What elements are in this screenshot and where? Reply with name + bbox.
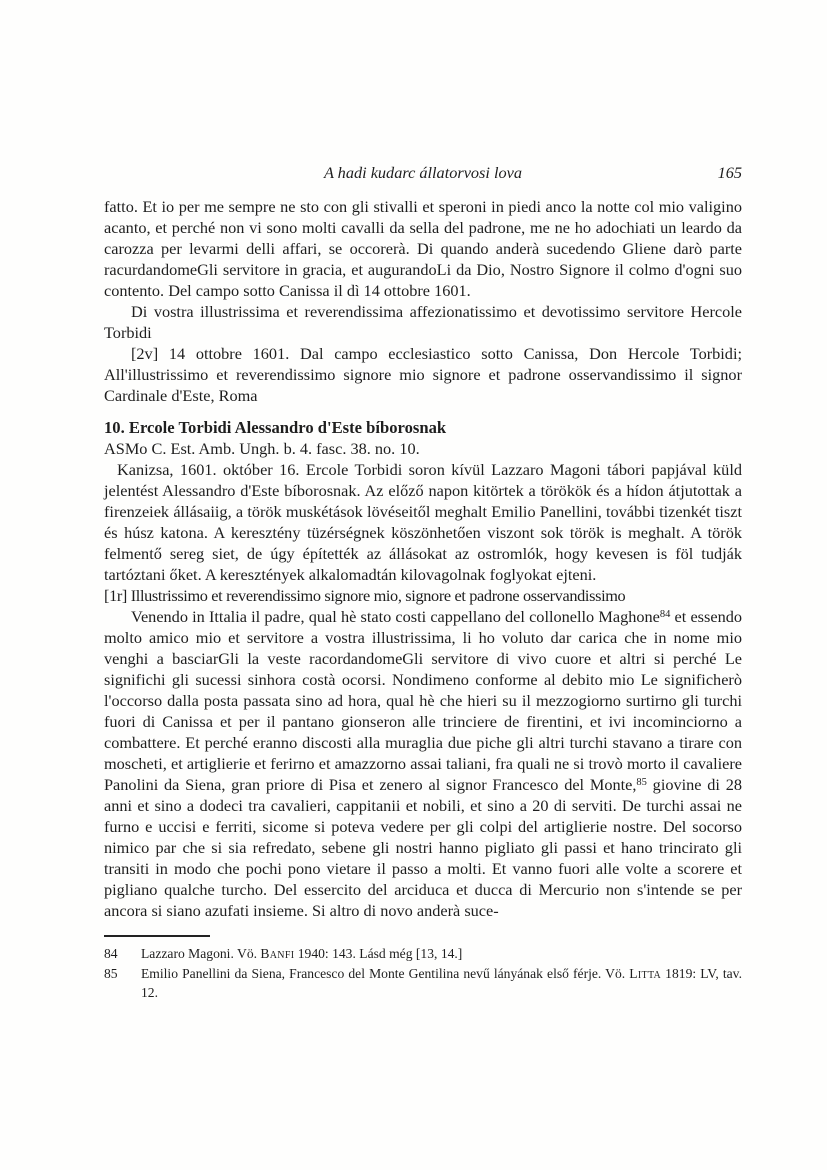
text-column <box>104 162 742 1003</box>
footnote-text-segment: 1940: 143. Lásd még [13, 14.] <box>294 946 463 961</box>
archive-reference: ASMo C. Est. Amb. Ungh. b. 4. fasc. 38. no. 10. <box>104 439 420 458</box>
running-title: A hadi kudarc állatorvosi lova <box>323 163 523 182</box>
footnote-text <box>141 964 742 1003</box>
footnote-85 <box>104 964 742 1003</box>
footnote-number: 84 <box>104 946 118 961</box>
footnote-text <box>141 944 742 964</box>
paragraph-archive-note: [2v] 14 ottobre 1601. Dal campo ecclesiastico sotto Canissa, Don Hercole Torbidi; All'illustrissimo et reverendissimo signore mio signore et padrone osservandissimo il signor Cardinale d'Este, Roma <box>104 344 742 405</box>
letter-text-segment: et essendo molto amico mio et servitore a vostra illustrissima, li ho voluto dar carica che in nome mio venghi a basciarGli la veste racordandomeGli servitore di vivo cuore et altri si perché Le significhi gli sucessi sinhora costà ocorsi. Nondimeno conforme al debito mio Le significherò l'occorso dalla posta passata sino ad hora, qual hè che hieri su il mezzogiorno surtirno gli turchi fuori di Canissa et per il pantano gionseron alle trinciere de firentini, et ivi incominciorno a combattere. Et perché eranno discosti alla muraglia due piche gli altri turchi stavano a tirare con moscheti, et artiglierie et ferirno et amazzorno assai taliani, fra quali ne si trovò morto il cavaliere Panolini da Siena, gran priore di Pisa et zenero al signor Francesco del Monte, <box>104 607 743 794</box>
salutation-line: [1r] Illustrissimo et reverendissimo signore mio, signore et padrone osservandissimo <box>104 586 626 605</box>
letter-text-segment: giovine di 28 anni et sino a dodeci tra cavalieri, cappitanii et nobili, et sino a 20 di serviti. De turchi assai ne furno e uccisi e ferriti, sicome si poteva vedere per gli colpi del artiglierie nostre. Del socorso nimico par che si sia refredato, sebene gli nostri hanno pigliato gli passi et hano trincirato gli transiti in modo che pochi pono vietare il passo a molti. Et vanno fuori alle volte a scorere et pigliano qualche turcho. Del essercito del arciduca et ducca di Mercurio non s'intende se per ancora si siano azufati insieme. Si altro di novo anderà suce- <box>104 775 742 920</box>
footnote-text-segment: Emilio Panellini da Siena, Francesco del Monte Gentilina nevű lányának első férje. Vö. <box>141 965 630 981</box>
regest-summary: Kanizsa, 1601. október 16. Ercole Torbidi soron kívül Lazzaro Magoni tábori papjával küld jelentést Alessandro d'Este bíborosnak. Az előző napon kitörtek a törökök és a hídon átjutottak a firenzeiek állásaiig, a török muskétások lövéseitől meghalt Emilio Panellini, további tizenkét tiszt és húsz katona. A keresztény tüzérségnek köszönhetően viszont sok török is meghalt. A török felmentő sereg siet, de úgy építették az állásokat az ostromlók, hogy kevesen is föl tudják tartóztani őket. A keresztények alkalomadtán kilovagolnak foglyokat ejteni. <box>104 460 742 584</box>
footnote-author-smallcaps: Litta <box>629 965 662 981</box>
footnote-number: 85 <box>104 965 118 981</box>
footnote-ref-84: 84 <box>659 609 671 621</box>
footnote-ref-85: 85 <box>636 777 647 789</box>
paragraph-letter-end: fatto. Et io per me sempre ne sto con gli stivalli et speroni in piedi anco la notte col mio valigino acanto, et perché non vi sono molti cavalli da sella del padrone, me ne ho adochiati un leardo da carozza per levarmi delli affari, se occorerà. Di quando anderà sucedendo Gliene darò parte racurdandomeGli servitore in gracia, et augurandoLi da Dio, Nostro Signore il colmo d'ogni suo contento. Del campo sotto Canissa il dì 14 ottobre 1601. <box>104 197 742 300</box>
footnote-text-segment: Lazzaro Magoni. Vö. <box>141 946 261 961</box>
section-heading: 10. Ercole Torbidi Alessandro d'Este bíborosnak <box>104 418 447 437</box>
running-header <box>104 162 742 183</box>
letter-text-segment: Venendo in Ittalia il padre, qual hè stato costi cappellano del collonello Maghone <box>131 607 660 626</box>
footnote-separator <box>104 935 210 937</box>
page-number: 165 <box>717 163 742 182</box>
paragraph-letter-body <box>104 606 742 921</box>
paragraph-signature: Di vostra illustrissima et reverendissima affezionatissimo et devotissimo servitore Hercole Torbidi <box>104 302 742 342</box>
footnote-text-segment: 1819: LV, tav. 12. <box>141 965 742 1000</box>
footnote-84 <box>104 944 742 964</box>
footnote-author-smallcaps: Banfi <box>260 946 295 961</box>
